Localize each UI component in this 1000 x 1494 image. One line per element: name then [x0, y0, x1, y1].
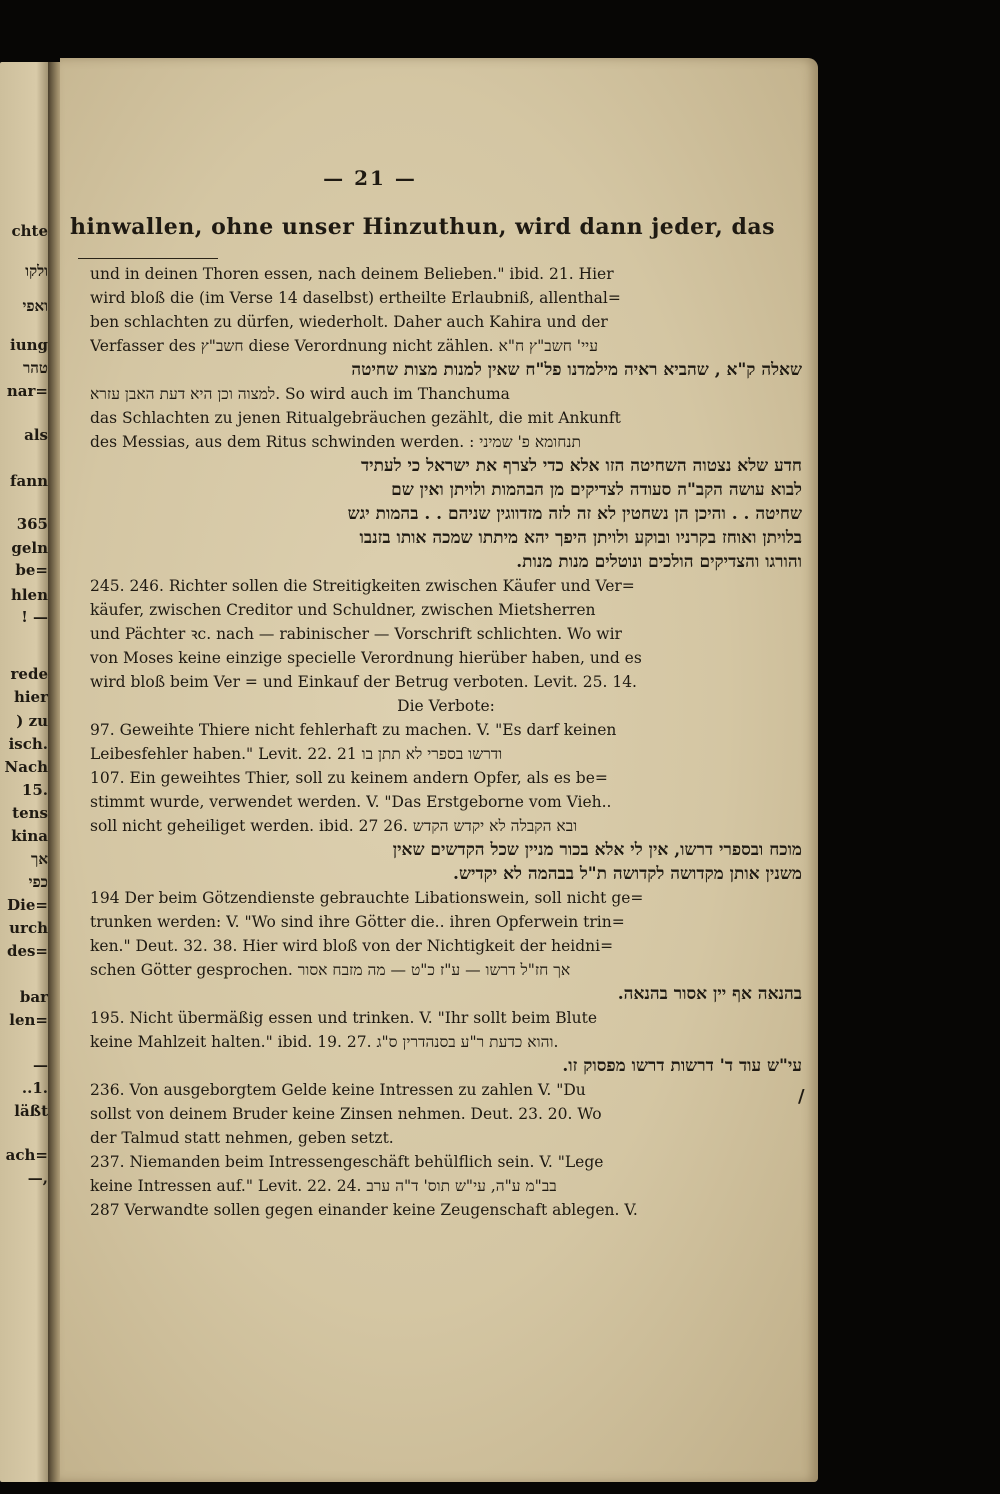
text-line: der Talmud statt nehmen, geben setzt. — [90, 1129, 394, 1147]
text-line: Leibesfehler haben." Levit. 22. 21 ודרשו בספרי לא תתן בו — [90, 745, 503, 763]
running-head: hinwallen, ohne unser Hinzuthun, wird dann jeder, das — [70, 214, 775, 240]
text-line: 237. Niemanden beim Intressengeschäft behülflich sein. V. "Lege — [90, 1153, 604, 1171]
left-page-fragment: bar — [19, 988, 48, 1006]
margin-mark: / — [798, 1086, 805, 1107]
text-line: חדע שלא נצטוה השחיטה הזו אלא כדי לצרף את ישראל כי לעתיד — [360, 456, 802, 476]
text-line: שחיטה . . והיכן הן נשחטין לא זה לזה מזדווגין שניהם . . בהמות יגש — [347, 504, 802, 524]
text-line: 97. Geweihte Thiere nicht fehlerhaft zu machen. V. "Es darf keinen — [90, 721, 617, 739]
text-line: משנין אותן מקדושה לקדושה ת"ל בבהמה לא יקדיש. — [453, 864, 802, 884]
left-page-fragment: läßt — [14, 1102, 48, 1120]
right-page — [60, 58, 818, 1482]
left-page-fragment: 15. — [21, 781, 48, 799]
text-line: והורגו והצדיקים הולכים ונוטלים מנות מנות. — [516, 552, 802, 572]
page-body — [90, 262, 802, 1222]
text-line: wird bloß beim Ver = und Einkauf der Betrug verboten. Levit. 25. 14. — [90, 673, 637, 691]
text-line: und Pächter ꝛc. nach — rabinischer — Vorschrift schlichten. Wo wir — [90, 625, 622, 643]
left-page-fragment: tens — [12, 804, 48, 822]
left-page-fragment: —, — [27, 1169, 48, 1187]
text-line: 194 Der beim Götzendienste gebrauchte Libationswein, soll nicht ge= — [90, 889, 644, 907]
text-line: keine Intressen auf." Levit. 22. 24. בב"מ ע"ה, עי"ש תוס' ד"ה ערב — [90, 1177, 557, 1195]
left-page-fragment: be= — [15, 561, 48, 579]
left-page-fragment: nar= — [6, 382, 48, 400]
text-line: das Schlachten zu jenen Ritualgebräuchen gezählt, die mit Ankunft — [90, 409, 621, 427]
text-line: בהנאה אף יין אסור בהנאה. — [617, 984, 802, 1004]
text-line: wird bloß die (im Verse 14 daselbst) ertheilte Erlaubniß, allenthal= — [90, 289, 621, 307]
text-line: 245. 246. Richter sollen die Streitigkeiten zwischen Käufer und Ver= — [90, 577, 635, 595]
text-line: שאלה ק"א , שהביא ראיה מילמדנו פל"ח שאין למנות מצות שחיטה — [351, 360, 802, 380]
footnote-rule — [78, 258, 218, 259]
text-line: ben schlachten zu dürfen, wiederholt. Daher auch Kahira und der — [90, 313, 608, 331]
left-page-fragment: ) zu — [16, 712, 48, 730]
left-page-fragment: fann — [10, 472, 48, 490]
left-page-fragment: iung — [10, 336, 48, 354]
left-page-fragment: ואפי — [22, 297, 48, 315]
text-line: ken." Deut. 32. 38. Hier wird bloß von der Nichtigkeit der heidni= — [90, 937, 614, 955]
text-line: schen Götter gesprochen. אך חז"ל דרשו — ע"ז כ"ט — מה מזבח אסור — [90, 961, 571, 979]
page-number: — 21 — — [323, 166, 417, 190]
text-line: sollst von deinem Bruder keine Zinsen nehmen. Deut. 23. 20. Wo — [90, 1105, 602, 1123]
text-line: und in deinen Thoren essen, nach deinem Belieben." ibid. 21. Hier — [90, 265, 614, 283]
text-line: von Moses keine einzige specielle Verordnung hierüber haben, und es — [90, 649, 642, 667]
text-line: keine Mahlzeit halten." ibid. 19. 27. והוא כדעת ר"ע בסנהדרין ס"ג. — [90, 1033, 559, 1051]
left-page-fragment: len= — [9, 1011, 48, 1029]
text-line: käufer, zwischen Creditor und Schuldner, zwischen Mietsherren — [90, 601, 596, 619]
left-page-fragment: des= — [6, 942, 48, 960]
text-line: 236. Von ausgeborgtem Gelde keine Intressen zu zahlen V. "Du — [90, 1081, 586, 1099]
text-line: לבוא עושה הקב"ה סעודה לצדיקים מן הבהמות ולויתן ואין שם — [391, 480, 802, 500]
left-page-fragment: ..1. — [21, 1079, 48, 1097]
left-page-fragment: kina — [11, 827, 48, 845]
text-line: Verfasser des חשב"ץ diese Verordnung nicht zählen. עיי' חשב"ץ ח"א — [90, 337, 598, 355]
text-line: 287 Verwandte sollen gegen einander keine Zeugenschaft ablegen. V. — [90, 1201, 638, 1219]
left-page-fragment: als — [24, 426, 48, 444]
text-line: soll nicht geheiliget werden. ibid. 27 26. ובא הקבלה לא יקדש הקדש — [90, 817, 578, 835]
left-page-fragment: rede — [10, 665, 48, 683]
left-page-fragment: אך — [31, 850, 48, 868]
left-page-fragment: כפי — [28, 873, 48, 891]
left-page-fragment: urch — [9, 919, 48, 937]
text-line: מוכח ובספרי דרשו, אין לי אלא בכור מניין שכל הקדשים שאין — [392, 840, 802, 860]
left-page-fragment: hier — [13, 688, 48, 706]
text-line: למצוה וכן היא דעת האבן עזרא. So wird auch im Thanchuma — [90, 385, 510, 403]
left-page-fragment: — — [33, 1056, 48, 1074]
left-page-fragment: chte — [11, 222, 48, 240]
left-page-fragment: 365 — [16, 515, 48, 533]
text-line: 195. Nicht übermäßig essen und trinken. V. "Ihr sollt beim Blute — [90, 1009, 597, 1027]
text-line: des Messias, aus dem Ritus schwinden werden. : תנחומא פ' שמיני — [90, 433, 581, 451]
text-line: 107. Ein geweihtes Thier, soll zu keinem andern Opfer, als es be= — [90, 769, 608, 787]
left-page-fragment: Die= — [7, 896, 48, 914]
left-page-fragment: geln — [11, 539, 48, 557]
text-line: עי"ש עוד ד' דרשות דרשו מפסוק זו. — [562, 1056, 802, 1076]
text-line: בלויתן ואוחז בקרניו ובוקע ולויתן היפך יהא מיתתו שמכה אותו בזנבו — [359, 528, 802, 548]
left-page-fragment: isch. — [8, 735, 48, 753]
text-line: stimmt wurde, verwendet werden. V. "Das Erstgeborne vom Vieh.. — [90, 793, 612, 811]
left-page-fragment: ach= — [5, 1146, 48, 1164]
left-page-fragment: ולקו — [25, 262, 48, 280]
left-page-fragment: hlen — [10, 586, 48, 604]
left-page-fragment: טהר — [22, 359, 48, 377]
text-line: Die Verbote: — [397, 697, 495, 715]
left-page — [0, 62, 52, 1482]
left-page-fragments — [0, 62, 52, 1482]
left-page-fragment: ! — — [21, 608, 48, 626]
text-line: trunken werden: V. "Wo sind ihre Götter die.. ihren Opferwein trin= — [90, 913, 625, 931]
left-page-fragment: Nach — [4, 758, 48, 776]
